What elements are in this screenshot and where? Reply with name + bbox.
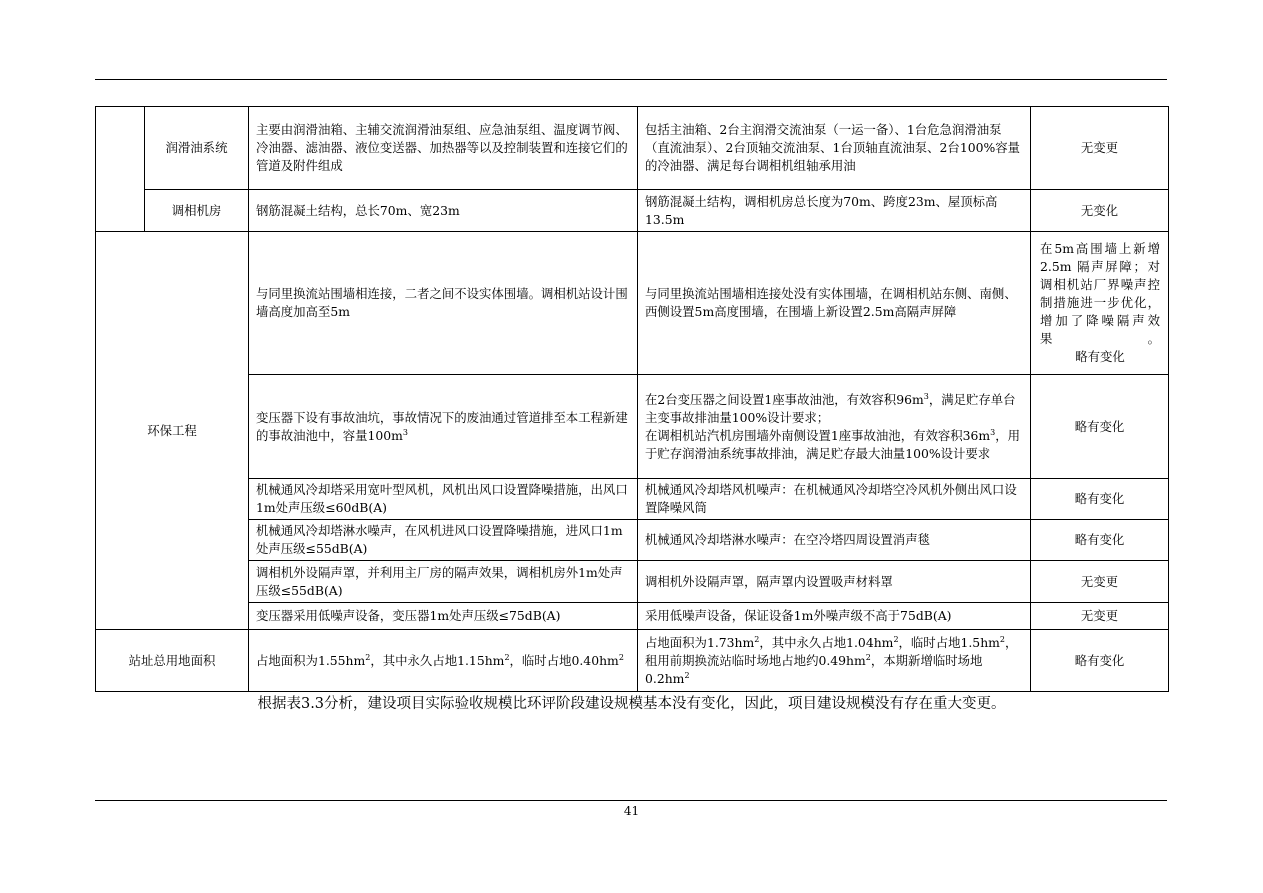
actual-cell: 调相机外设隔声罩，隔声罩内设置吸声材料罩 (638, 561, 1031, 603)
change-cell: 无变更 (1031, 107, 1169, 190)
table-row (96, 561, 1169, 603)
actual-text: 在调相机站汽机房围墙外南侧设置1座事故油池，有效容积36m (645, 427, 991, 443)
actual-cell (638, 375, 1031, 479)
table-row (96, 375, 1169, 479)
superscript: 2 (365, 652, 371, 662)
superscript: 2 (618, 652, 624, 662)
eia-cell: 机械通风冷却塔淋水噪声，在风机进风口设置降噪措施，进风口1m处声压级≤55dB(A) (249, 520, 638, 561)
superscript: 2 (504, 652, 510, 662)
eia-cell: 变压器采用低噪声设备，变压器1m处声压级≤75dB(A) (249, 603, 638, 630)
superscript: 3 (402, 427, 409, 437)
superscript: 2 (865, 652, 871, 662)
actual-text: ，用于贮存润滑油系统事故排油，满足贮存最大油量100%设计要求 (645, 427, 1021, 461)
category-cell (96, 107, 145, 232)
table-row (96, 520, 1169, 561)
eia-cell: 与同里换流站围墙相连接，二者之间不设实体围墙。调相机站设计围墙高度加高至5m (249, 232, 638, 375)
eia-cell (249, 375, 638, 479)
item-name-cell: 润滑油系统 (145, 107, 249, 190)
actual-text: ，临时占地1.5hm (898, 634, 1000, 650)
page-number: 41 (623, 804, 640, 818)
actual-cell: 采用低噪声设备，保证设备1m外噪声级不高于75dB(A) (638, 603, 1031, 630)
table-row (96, 603, 1169, 630)
change-cell: 无变更 (1031, 561, 1169, 603)
eia-text: ，其中永久占地1.15hm (370, 652, 505, 668)
env-category-cell: 环保工程 (96, 232, 249, 630)
change-status: 略有变化 (1075, 349, 1125, 364)
eia-cell: 钢筋混凝土结构，总长70m、宽23m (249, 190, 638, 232)
comparison-table (95, 106, 1169, 692)
eia-cell: 机械通风冷却塔采用宽叶型风机，风机出风口设置降噪措施，出风口1m处声压级≤60dB(A) (249, 479, 638, 520)
table-row (96, 232, 1169, 375)
actual-text: ，满足贮存单台主变事故排油量100%设计要求； (645, 391, 1016, 425)
footer-rule (95, 800, 1167, 801)
superscript: 3 (923, 391, 929, 401)
change-cell: 无变更 (1031, 603, 1169, 630)
table-row (96, 630, 1169, 692)
eia-cell (249, 630, 638, 692)
table-row (96, 190, 1169, 232)
actual-text: 占地面积为1.73hm (645, 634, 755, 650)
superscript: 2 (999, 634, 1006, 644)
summary-paragraph: 根据表3.3分析，建设项目实际验收规模比环评阶段建设规模基本没有变化，因此，项目建设规模没有存在重大变更。 (257, 696, 1006, 712)
eia-cell: 调相机外设隔声罩，并利用主厂房的隔声效果，调相机房外1m处声压级≤55dB(A) (249, 561, 638, 603)
eia-cell: 主要由润滑油箱、主辅交流润滑油泵组、应急油泵组、温度调节阀、冷油器、滤油器、液位变送器、加热器等以及控制装置和连接它们的管道及附件组成 (249, 107, 638, 190)
change-cell (1031, 232, 1169, 375)
change-cell: 略有变化 (1031, 520, 1169, 561)
superscript: 3 (990, 427, 996, 437)
actual-cell: 机械通风冷却塔风机噪声：在机械通风冷却塔空冷风机外侧出风口设置降噪风筒 (638, 479, 1031, 520)
item-name-cell: 站址总用地面积 (96, 630, 249, 692)
actual-cell: 与同里换流站围墙相连接处没有实体围墙，在调相机站东侧、南侧、西侧设置5m高度围墙，在围墙上新设置2.5m高隔声屏障 (638, 232, 1031, 375)
change-cell: 略有变化 (1031, 375, 1169, 479)
actual-cell: 钢筋混凝土结构，调相机房总长度为70m、跨度23m、屋顶标高13.5m (638, 190, 1031, 232)
eia-text: 变压器下设有事故油坑，事故情况下的废油通过管道排至本工程新建的事故油池中，容量100m (256, 409, 628, 443)
eia-text: 占地面积为1.55hm (256, 652, 366, 668)
superscript: 2 (684, 670, 690, 680)
superscript: 2 (893, 634, 899, 644)
item-name-cell: 调相机房 (145, 190, 249, 232)
table-row (96, 479, 1169, 520)
actual-text: ，其中永久占地1.04hm (759, 634, 894, 650)
actual-text: ，本期新增临时场地0.2hm (645, 652, 983, 686)
change-cell: 无变化 (1031, 190, 1169, 232)
actual-text: 在2台变压器之间设置1座事故油池，有效容积96m (645, 391, 924, 407)
actual-cell: 机械通风冷却塔淋水噪声：在空冷塔四周设置消声毯 (638, 520, 1031, 561)
superscript: 2 (754, 634, 760, 644)
eia-text: ，临时占地0.40hm (509, 652, 619, 668)
table-row (96, 107, 1169, 190)
actual-cell (638, 630, 1031, 692)
actual-text: ，租用前期换流站临时场地占地约0.49hm (645, 634, 1018, 668)
actual-cell: 包括主油箱、2台主润滑交流油泵（一运一备）、1台危急润滑油泵（直流油泵）、2台顶轴交流油泵、1台顶轴直流油泵、2台100%容量的冷油器、满足每台调相机组轴承用油 (638, 107, 1031, 190)
change-cell: 略有变化 (1031, 630, 1169, 692)
change-cell: 略有变化 (1031, 479, 1169, 520)
change-note: 在5m高围墙上新增 2.5m 隔声屏障；对调相机站厂界噪声控制措施进一步优化，增加了降噪隔声效果。 (1040, 241, 1160, 346)
header-rule (95, 79, 1167, 80)
